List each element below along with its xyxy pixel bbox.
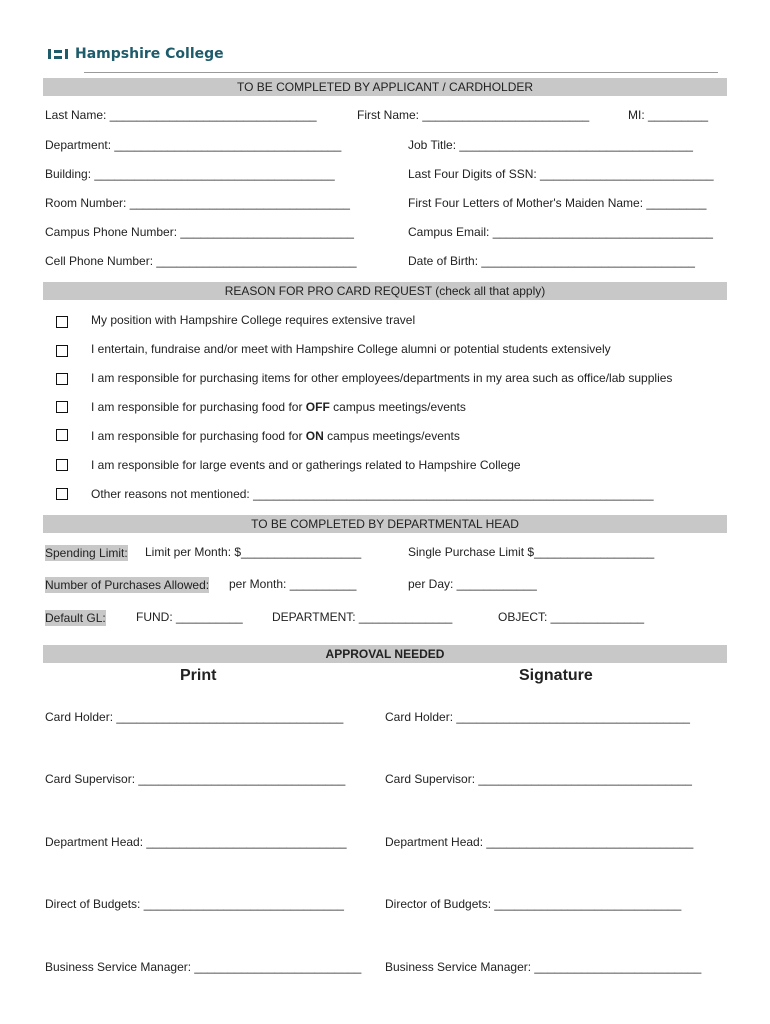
logo-mark-icon <box>48 49 68 59</box>
room-number-field[interactable]: Room Number: _________________________________ <box>45 196 350 210</box>
reason-checkbox-travel[interactable] <box>56 316 68 328</box>
job-title-field[interactable]: Job Title: ___________________________________ <box>408 138 693 152</box>
per-month-field[interactable]: per Month: __________ <box>229 577 357 591</box>
hampshire-logo <box>48 46 224 62</box>
reason-checkbox-entertain[interactable] <box>56 345 68 357</box>
reason-label-off-prefix: I am responsible for purchasing food for <box>91 400 303 414</box>
reason-label-on-prefix: I am responsible for purchasing food for <box>91 429 303 443</box>
maiden-name-field[interactable]: First Four Letters of Mother's Maiden Name: _________ <box>408 196 707 210</box>
reason-label-off-suffix: campus meetings/events <box>333 400 466 414</box>
reason-label-entertain: I entertain, fundraise and/or meet with Hampshire College alumni or potential students extensively <box>91 342 611 356</box>
print-budgets-field[interactable]: Direct of Budgets: ______________________________ <box>45 897 344 911</box>
print-card-supervisor-field[interactable]: Card Supervisor: _______________________________ <box>45 772 346 786</box>
reason-label-other[interactable]: Other reasons not mentioned: ____________________________________________________________ <box>91 487 654 501</box>
reason-label-on-campus-food <box>91 429 460 443</box>
per-day-field[interactable]: per Day: ____________ <box>408 577 537 591</box>
reason-label-supplies: I am responsible for purchasing items for other employees/departments in my area such as office/lab supplies <box>91 371 673 385</box>
sign-department-head-field[interactable]: Department Head: _______________________________ <box>385 835 694 849</box>
approval-heading: APPROVAL NEEDED <box>43 645 727 663</box>
limit-per-month-field[interactable]: Limit per Month: $__________________ <box>145 545 362 559</box>
reason-checkbox-events[interactable] <box>56 459 68 471</box>
off-word: OFF <box>305 400 330 414</box>
print-department-head-field[interactable]: Department Head: ______________________________ <box>45 835 347 849</box>
signature-column-title: Signature <box>519 667 593 684</box>
reason-heading: REASON FOR PRO CARD REQUEST (check all that apply) <box>43 282 727 300</box>
cell-phone-field[interactable]: Cell Phone Number: ______________________________ <box>45 254 357 268</box>
reason-checkbox-on-campus-food[interactable] <box>56 429 68 441</box>
sign-card-holder-field[interactable]: Card Holder: ___________________________________ <box>385 710 690 724</box>
depthead-heading: TO BE COMPLETED BY DEPARTMENTAL HEAD <box>43 515 727 533</box>
reason-label-off-campus-food <box>91 400 466 414</box>
sign-budgets-field[interactable]: Director of Budgets: ____________________________ <box>385 897 682 911</box>
campus-phone-field[interactable]: Campus Phone Number: __________________________ <box>45 225 354 239</box>
default-gl-label: Default GL: <box>45 611 106 625</box>
sign-card-supervisor-field[interactable]: Card Supervisor: ________________________________ <box>385 772 692 786</box>
object-field[interactable]: OBJECT: ______________ <box>498 610 645 624</box>
header-rule <box>84 72 718 73</box>
mi-field[interactable]: MI: _________ <box>628 108 709 122</box>
print-card-holder-field[interactable]: Card Holder: __________________________________ <box>45 710 344 724</box>
first-name-field[interactable]: First Name: _________________________ <box>357 108 590 122</box>
on-word: ON <box>305 429 324 443</box>
fund-field[interactable]: FUND: __________ <box>136 610 243 624</box>
reason-checkbox-off-campus-food[interactable] <box>56 401 68 413</box>
sign-business-manager-field[interactable]: Business Service Manager: _________________________ <box>385 960 702 974</box>
reason-checkbox-supplies[interactable] <box>56 373 68 385</box>
reason-label-travel: My position with Hampshire College requires extensive travel <box>91 313 416 327</box>
ssn-field[interactable]: Last Four Digits of SSN: __________________________ <box>408 167 714 181</box>
reason-label-events: I am responsible for large events and or gatherings related to Hampshire College <box>91 458 521 472</box>
building-field[interactable]: Building: ____________________________________ <box>45 167 335 181</box>
purchases-allowed-label: Number of Purchases Allowed: <box>45 578 210 592</box>
print-business-manager-field[interactable]: Business Service Manager: _________________________ <box>45 960 362 974</box>
print-column-title: Print <box>180 667 217 684</box>
campus-email-field[interactable]: Campus Email: _________________________________ <box>408 225 713 239</box>
single-purchase-field[interactable]: Single Purchase Limit $__________________ <box>408 545 655 559</box>
date-of-birth-field[interactable]: Date of Birth: ________________________________ <box>408 254 695 268</box>
last-name-field[interactable]: Last Name: _______________________________ <box>45 108 317 122</box>
applicant-heading: TO BE COMPLETED BY APPLICANT / CARDHOLDER <box>43 78 727 96</box>
spending-limit-label: Spending Limit: <box>45 546 128 560</box>
department-field[interactable]: Department: __________________________________ <box>45 138 342 152</box>
logo-text: Hampshire College <box>75 46 224 62</box>
reason-label-on-suffix: campus meetings/events <box>327 429 460 443</box>
gl-department-field[interactable]: DEPARTMENT: ______________ <box>272 610 453 624</box>
reason-checkbox-other[interactable] <box>56 488 68 500</box>
